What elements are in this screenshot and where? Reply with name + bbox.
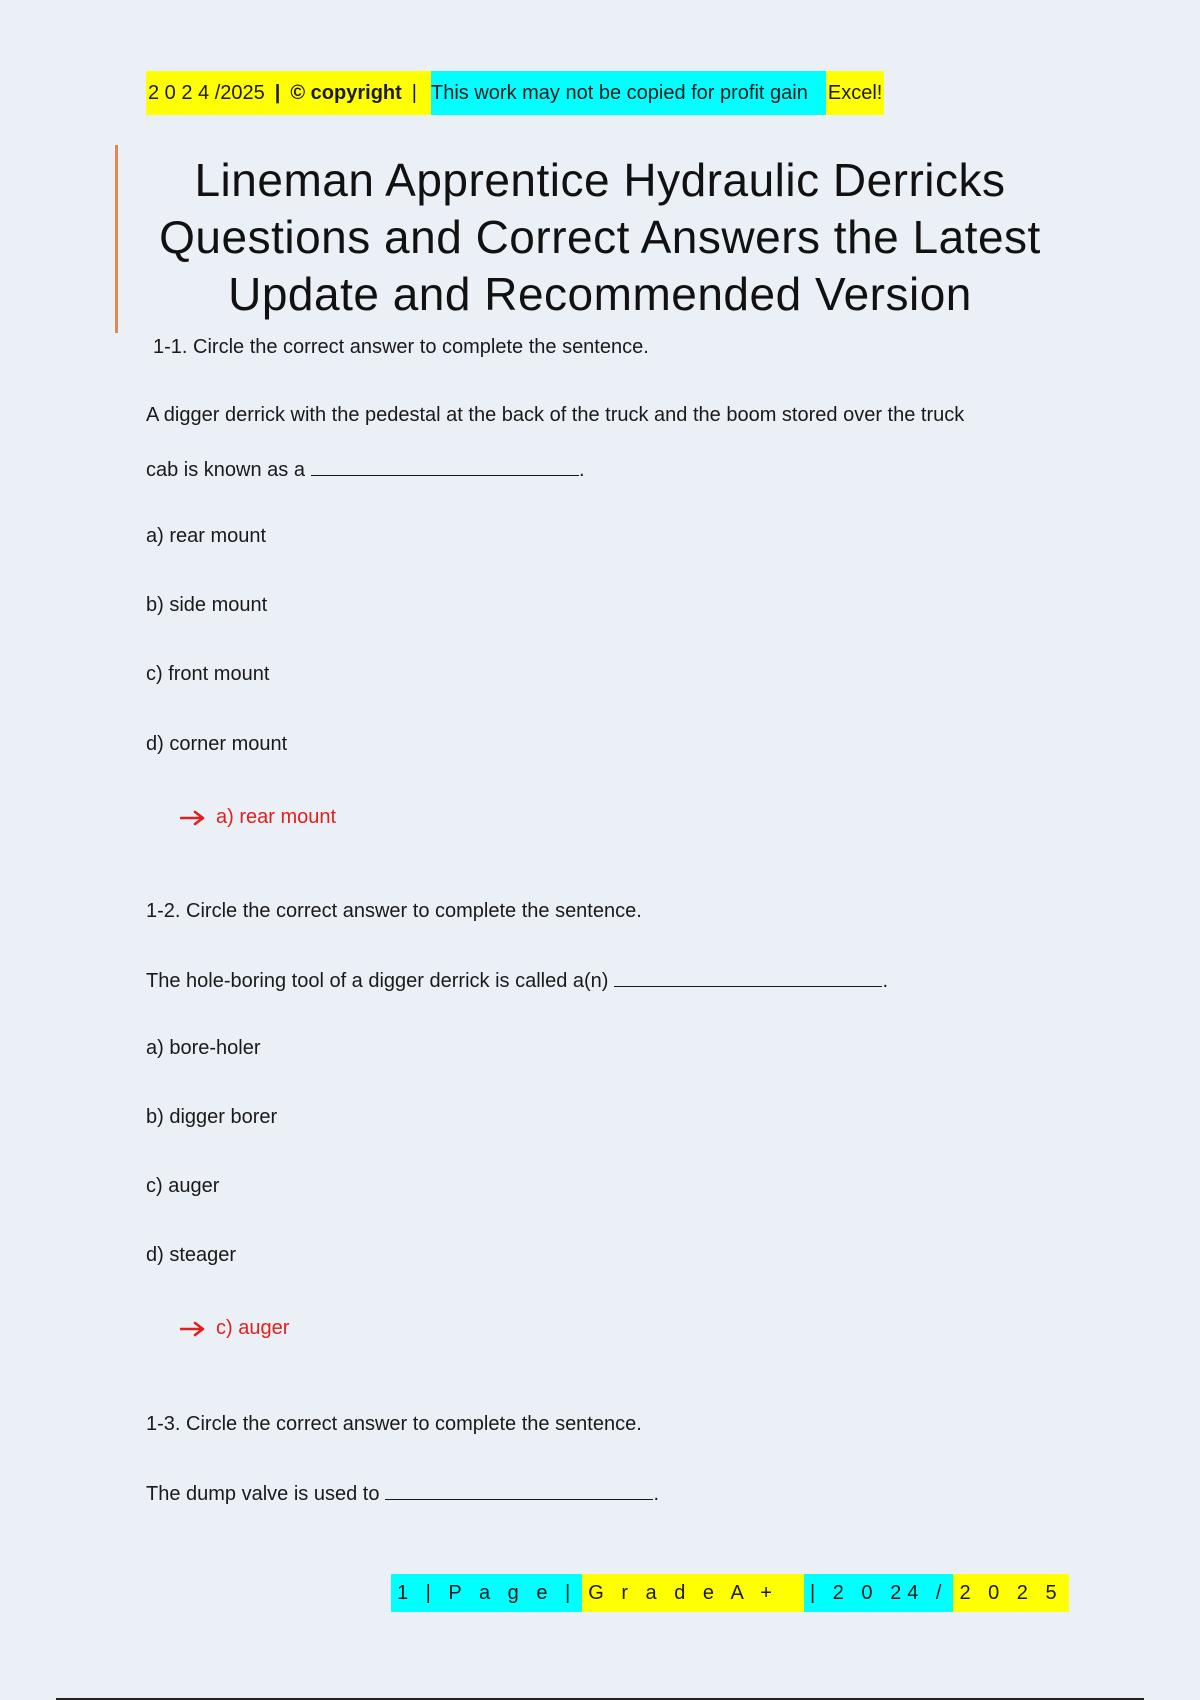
header-years: 2 0 2 4 /2025: [148, 81, 265, 104]
question-1-stem-line-2: [146, 457, 585, 482]
question-1-option-d: d) corner mount: [146, 733, 288, 755]
blank-period: .: [578, 459, 585, 481]
answer-blank: [385, 1481, 653, 1500]
blank-period: .: [882, 970, 889, 992]
question-2-option-b: b) digger borer: [146, 1106, 278, 1128]
blank-period: .: [653, 1483, 660, 1505]
question-2-answer-text: c) auger: [216, 1317, 290, 1339]
footer-year2: 2 0 2 5: [959, 1581, 1063, 1604]
footer-grade: G r a d e A +: [588, 1581, 778, 1604]
header-excel-segment: [826, 71, 884, 115]
arrow-right-icon: [180, 810, 206, 826]
question-1-answer-text: a) rear mount: [216, 806, 337, 828]
question-2-option-a: a) bore-holer: [146, 1037, 261, 1059]
header-copyright: © copyright: [290, 81, 402, 104]
footer-grade-segment: [582, 1574, 804, 1612]
footer-page: 1 | P a g e |: [397, 1581, 577, 1604]
bottom-rule: [56, 1698, 1144, 1700]
question-2-stem-line-1: [146, 968, 888, 993]
footer-year1: | 2 0 24 /: [809, 1581, 948, 1604]
footer-year2-segment: [953, 1574, 1068, 1612]
header-excel: Excel!: [827, 81, 883, 104]
question-3-stem-line-1: [146, 1481, 659, 1506]
question-2-answer: [180, 1317, 289, 1340]
arrow-right-icon: [180, 1321, 206, 1337]
question-2-option-d: d) steager: [146, 1244, 237, 1266]
header-yellow-segment: [146, 71, 431, 115]
footer-bar: [391, 1574, 1069, 1612]
question-1-heading: 1-1. Circle the correct answer to complete the sentence.: [153, 336, 649, 358]
header-bar: [146, 71, 884, 115]
title-accent-line: [115, 145, 118, 333]
question-1-stem-text: cab is known as a: [146, 459, 305, 481]
question-1-stem-line-1: A digger derrick with the pedestal at the back of the truck and the boom stored over the truck: [146, 404, 965, 426]
answer-blank: [614, 968, 882, 987]
question-1-option-b: b) side mount: [146, 594, 268, 616]
question-1-answer: [180, 806, 336, 829]
header-separator: |: [274, 81, 281, 104]
header-notice-segment: [431, 71, 826, 115]
header-notice: This work may not be copied for profit gain: [431, 81, 808, 104]
document-title: Lineman Apprentice Hydraulic Derricks Questions and Correct Answers the Latest Update and Recommended Version: [159, 154, 1041, 320]
answer-blank: [311, 457, 579, 476]
question-2-option-c: c) auger: [146, 1175, 220, 1197]
question-1-option-a: a) rear mount: [146, 525, 267, 547]
footer-page-segment: [391, 1574, 582, 1612]
question-3-stem-text: The dump valve is used to: [146, 1483, 380, 1505]
question-2-heading: 1-2. Circle the correct answer to complete the sentence.: [146, 900, 642, 922]
header-separator-2: |: [411, 81, 417, 104]
question-2-stem-text: The hole-boring tool of a digger derrick is called a(n): [146, 970, 609, 992]
question-1-option-c: c) front mount: [146, 663, 270, 685]
question-3-heading: 1-3. Circle the correct answer to complete the sentence.: [146, 1413, 642, 1435]
footer-year1-segment: [804, 1574, 953, 1612]
